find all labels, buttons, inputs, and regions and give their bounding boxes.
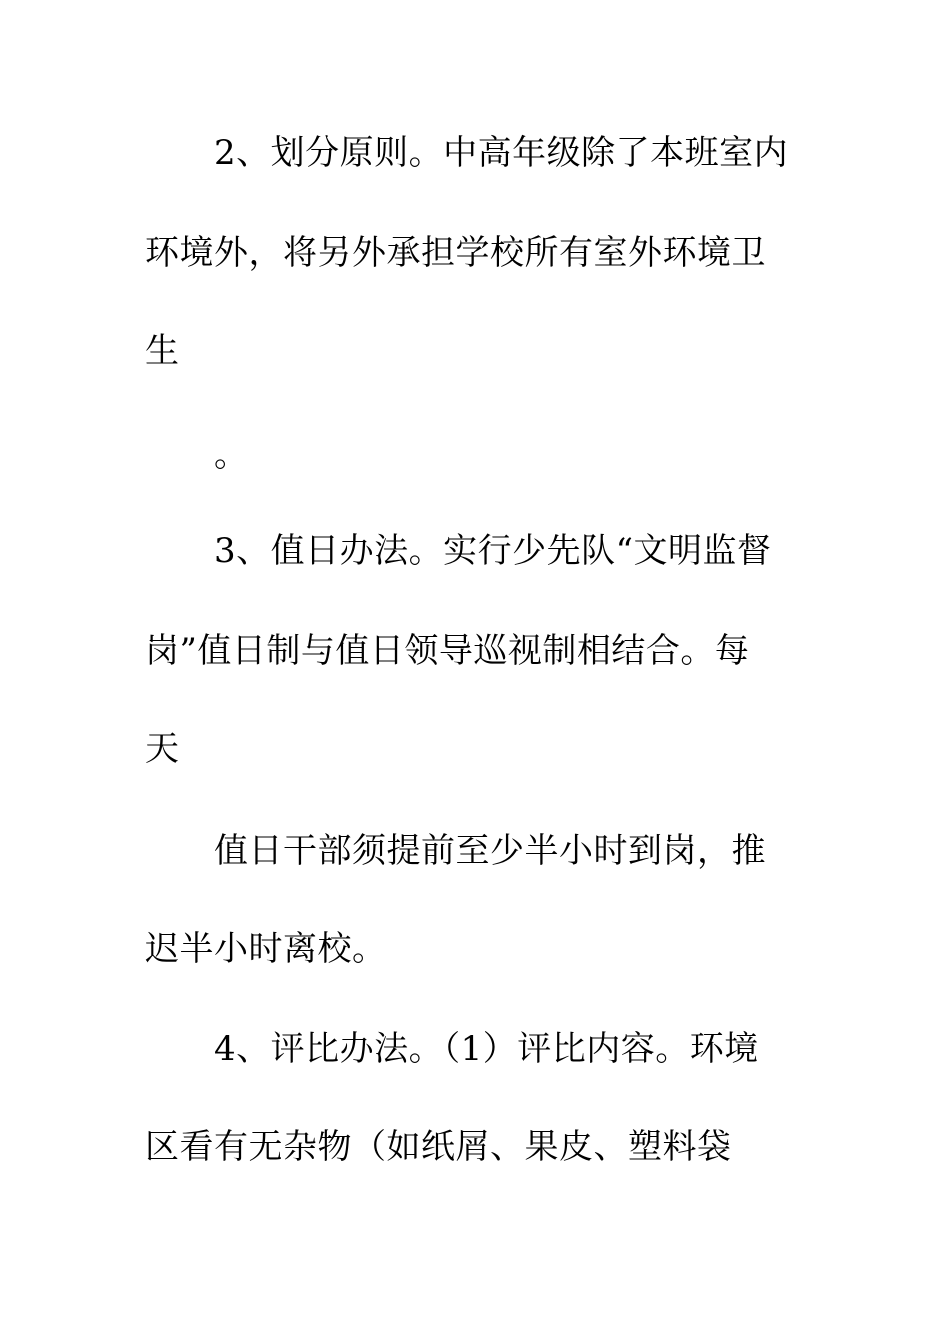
text-line: 3、值日办法。实行少先队“文明监督 [214,531,772,571]
text-line: 。 [214,435,249,475]
text-line: 环境外，将另外承担学校所有室外环境卫 [145,233,766,273]
text-line: 区看有无杂物（如纸屑、果皮、塑料袋 [145,1127,732,1167]
text-line: 天 [145,729,180,769]
text-line: 4、评比办法。（1）评比内容。环境 [214,1029,759,1069]
text-line: 值日干部须提前至少半小时到岗，推 [214,831,766,871]
text-line: 生 [145,331,180,371]
text-line: 迟半小时离校。 [145,929,387,969]
text-line: 岗”值日制与值日领导巡视制相结合。每 [145,631,750,671]
text-line: 2、划分原则。中高年级除了本班室内 [214,133,789,173]
